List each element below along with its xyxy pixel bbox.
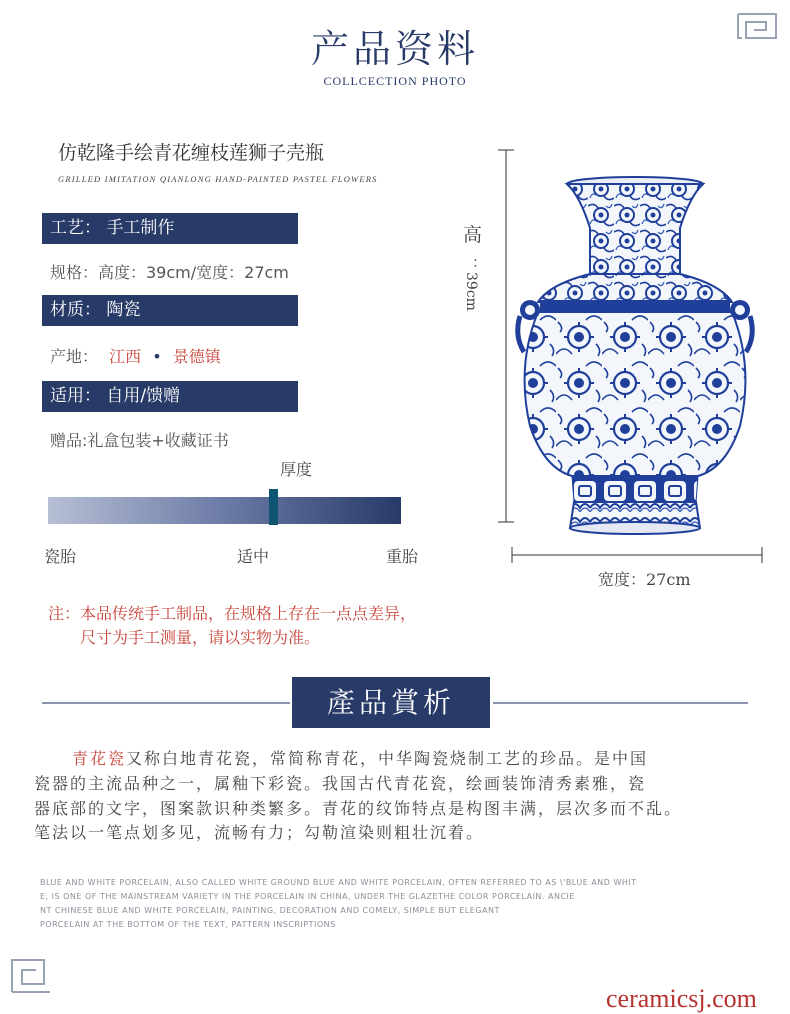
appreciation-line-2: 瓷器的主流品种之一，属釉下彩瓷。我国古代青花瓷，绘画装饰清秀素雅，瓷: [34, 774, 647, 793]
note-line-2: 尺寸为手工测量，请以实物为准。: [80, 628, 321, 647]
note-line-1: 注：本品传统手工制品，在规格上存在一点点差异，: [48, 604, 417, 623]
appreciation-highlight: 青花瓷: [72, 749, 127, 768]
appreciation-line-1: [72, 746, 790, 769]
product-name-en: GRILLED IMITATION QIANLONG HAND-PAINTED PASTEL FLOWERS: [58, 174, 378, 184]
origin-bullet: •: [152, 347, 162, 366]
height-label: 高: [463, 224, 483, 246]
material-bar: 材质： 陶瓷: [42, 295, 298, 326]
section-divider-right: [493, 702, 748, 704]
appreciation-line-4: 笔法以一笔点划多见，流畅有力；勾勒渲染则粗壮沉着。: [34, 823, 485, 842]
appreciation-title: 產品賞析: [292, 677, 490, 728]
craft-bar: 工艺： 手工制作: [42, 213, 298, 244]
english-description-line: BLUE AND WHITE PORCELAIN, ALSO CALLED WHITE GROUND BLUE AND WHITE PORCELAIN, OFTEN REFERRED TO AS \'BLUE AND WHIT: [40, 878, 637, 887]
site-watermark: ceramicsj.com: [606, 984, 757, 1013]
page-subtitle: COLLCECTION PHOTO: [323, 74, 467, 88]
english-description-line: NT CHINESE BLUE AND WHITE PORCELAIN, PAINTING, DECORATION AND COMELY, SIMPLE BUT ELEGANT: [40, 906, 500, 915]
width-label: 宽度：27cm: [598, 570, 691, 589]
origin-city: 景德镇: [172, 347, 221, 366]
gift-spec: 赠品:礼盒包装+收藏证书: [50, 431, 229, 450]
width-dimension-line: [510, 544, 764, 566]
thickness-heavy-label: 重胎: [386, 547, 419, 566]
thickness-scale-bar: [48, 497, 401, 524]
section-divider-left: [42, 702, 290, 704]
english-description-line: PORCELAIN AT THE BOTTOM OF THE TEXT, PATTERN INSCRIPTIONS: [40, 920, 336, 929]
origin-spec: [50, 344, 221, 367]
product-name: 仿乾隆手绘青花缠枝莲狮子壳瓶: [58, 142, 325, 164]
english-description-line: E, IS ONE OF THE MAINSTREAM VARIETY IN THE PORCELAIN IN CHINA, UNDER THE GLAZETHE COLOR PORCELAIN. ANCIE: [40, 892, 575, 901]
thickness-thin-label: 瓷胎: [44, 547, 77, 566]
appreciation-line-3: 器底部的文字，图案款识种类繁多。青花的纹饰特点是构图丰满，层次多而不乱。: [34, 799, 683, 818]
size-spec: 规格：高度：39cm/宽度：27cm: [50, 263, 289, 282]
usage-bar: 适用： 自用/馈赠: [42, 381, 298, 412]
page-title: 产品资料: [310, 27, 479, 71]
origin-region: 江西: [109, 347, 142, 366]
thickness-marker: [269, 489, 278, 525]
thickness-medium-label: 适中: [237, 547, 270, 566]
origin-label: 产地：: [50, 347, 99, 366]
appreciation-line-1-text: 又称白地青花瓷，常简称青花，中华陶瓷烧制工艺的珍品。是中国: [126, 749, 649, 768]
corner-fret-bottom-left: [8, 956, 52, 996]
vase-image: [510, 176, 760, 540]
height-value: ：39cm: [463, 258, 479, 311]
thickness-label: 厚度: [280, 460, 313, 479]
